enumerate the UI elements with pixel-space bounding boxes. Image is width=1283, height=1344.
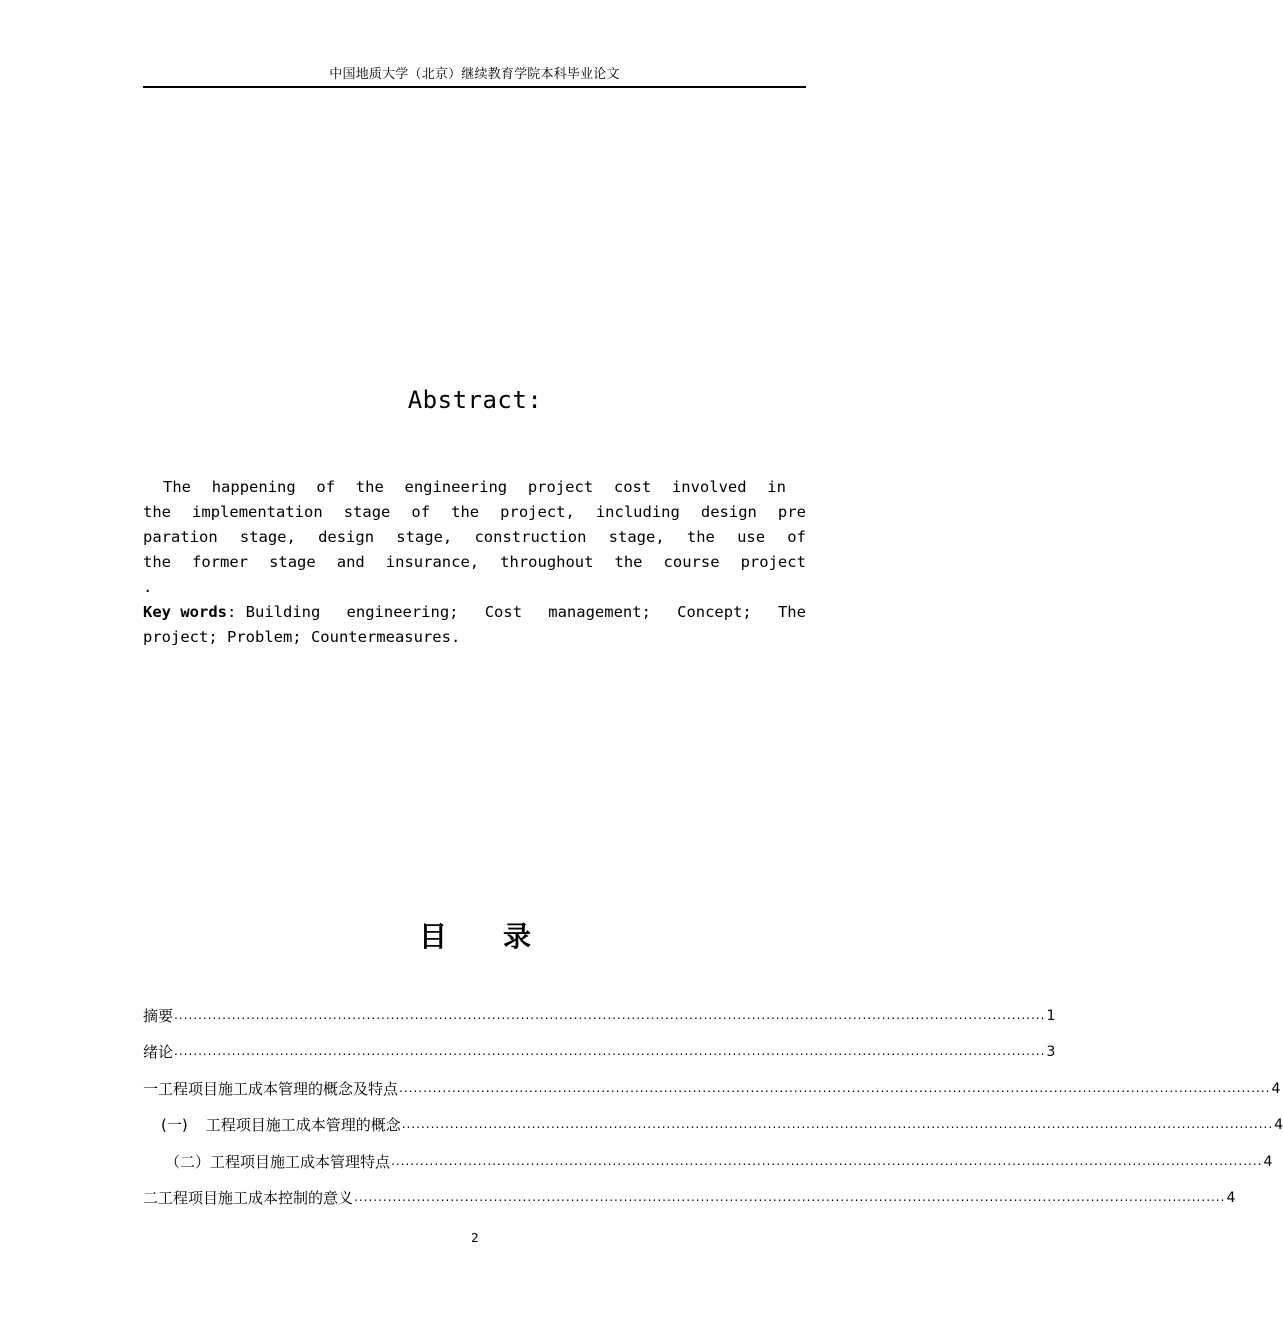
- word: use: [737, 528, 766, 546]
- abstract-body: [143, 475, 806, 650]
- word: in: [767, 478, 786, 496]
- word: Cost: [484, 603, 523, 621]
- word: project: [740, 553, 806, 571]
- toc-entry-text: 绪论: [143, 1043, 174, 1061]
- word: pre: [777, 503, 806, 521]
- toc-entry-page: 1: [1046, 1007, 1056, 1024]
- keywords-text: project; Problem; Countermeasures.: [143, 628, 461, 646]
- word: The: [777, 603, 806, 621]
- word: .: [143, 578, 153, 596]
- toc-leader-dots: .....................................................................................................................................................................................: [399, 1080, 1271, 1095]
- word: engineering: [404, 478, 508, 496]
- keywords-line-1: [143, 600, 806, 625]
- toc-entry-number: (一): [161, 1116, 188, 1134]
- word: stage,: [239, 528, 296, 546]
- toc-entry-chapter-1[interactable]: [143, 1063, 1281, 1100]
- toc-entry-text: 工程项目施工成本管理的概念: [205, 1116, 401, 1134]
- toc-leader-dots: .....................................................................................................................................................................................: [401, 1117, 1274, 1131]
- word: paration: [143, 528, 218, 546]
- word: throughout: [500, 553, 594, 571]
- word: the: [614, 553, 643, 571]
- word: of: [411, 503, 431, 521]
- toc-entry-number: （二）: [165, 1152, 211, 1171]
- toc-entry-text: 工程项目施工成本管理特点: [210, 1152, 391, 1171]
- word: stage,: [608, 528, 665, 546]
- word: construction: [474, 528, 587, 546]
- toc-leader-dots: .....................................................................................................................................................................................: [174, 1044, 1046, 1058]
- word: of: [316, 478, 336, 496]
- toc-entry-section-1-2[interactable]: [143, 1136, 1273, 1173]
- toc-entry-number: 二: [143, 1189, 159, 1207]
- toc-leader-dots: .....................................................................................................................................................................................: [354, 1190, 1226, 1204]
- word: the: [143, 503, 171, 521]
- toc-entry-page: 4: [1226, 1190, 1236, 1206]
- toc-entry-number: 一: [143, 1079, 159, 1098]
- word: insurance,: [385, 553, 480, 571]
- toc-entry-page: 4: [1274, 1117, 1283, 1133]
- keywords-line-2: [143, 625, 806, 650]
- word: happening: [211, 478, 296, 496]
- toc-title-char: 录: [503, 920, 532, 953]
- toc-leader-dots: .....................................................................................................................................................................................: [391, 1153, 1263, 1168]
- word: former: [192, 553, 249, 571]
- word: design: [700, 503, 757, 521]
- word: the: [686, 528, 715, 546]
- word: implementation: [192, 503, 323, 521]
- word: the: [143, 553, 171, 571]
- toc-entry-text: 工程项目施工成本控制的意义: [158, 1189, 354, 1207]
- word: the: [355, 478, 384, 496]
- toc-entry-text: 摘要: [143, 1006, 174, 1025]
- keywords-label: Key words: [143, 603, 227, 621]
- toc-entry-chapter-2[interactable]: [143, 1173, 1236, 1210]
- word: project,: [500, 503, 575, 521]
- page-number: 2: [471, 1231, 479, 1245]
- word: and: [336, 553, 365, 571]
- word: stage: [343, 503, 391, 521]
- word: of: [787, 528, 806, 546]
- abstract-line-5: [143, 575, 806, 600]
- toc-entry-introduction[interactable]: [143, 1027, 1056, 1064]
- abstract-title: Abstract:: [407, 386, 543, 414]
- word: including: [595, 503, 680, 521]
- toc-entry-page: 4: [1263, 1153, 1273, 1170]
- toc-entry-section-1-1[interactable]: [143, 1100, 1283, 1137]
- word: design: [318, 528, 375, 546]
- toc-title: [0, 917, 950, 957]
- word: : Building: [227, 603, 321, 621]
- keywords-first-chunk: [143, 600, 320, 625]
- word: course: [663, 553, 720, 571]
- abstract-line-2: [143, 500, 806, 525]
- word: involved: [671, 478, 747, 496]
- toc-leader-dots: .....................................................................................................................................................................................: [174, 1007, 1046, 1022]
- word: the: [451, 503, 480, 521]
- abstract-line-1: [143, 475, 806, 500]
- word: stage,: [396, 528, 453, 546]
- word: engineering;: [346, 603, 459, 621]
- table-of-contents: [143, 990, 1283, 1209]
- toc-entry-text: 工程项目施工成本管理的概念及特点: [158, 1079, 399, 1098]
- word: cost: [613, 478, 652, 496]
- word: management;: [548, 603, 651, 621]
- word: Concept;: [677, 603, 752, 621]
- abstract-line-3: [143, 525, 806, 550]
- word: project: [527, 478, 594, 496]
- word: stage: [269, 553, 316, 571]
- toc-entry-page: 4: [1271, 1080, 1281, 1097]
- word: The: [163, 478, 191, 496]
- toc-entry-abstract[interactable]: [143, 990, 1056, 1027]
- toc-title-char: 目: [418, 920, 447, 953]
- toc-entry-page: 3: [1046, 1044, 1056, 1060]
- running-header: 中国地质大学（北京）继续教育学院本科毕业论文: [143, 66, 806, 88]
- abstract-line-4: [143, 550, 806, 575]
